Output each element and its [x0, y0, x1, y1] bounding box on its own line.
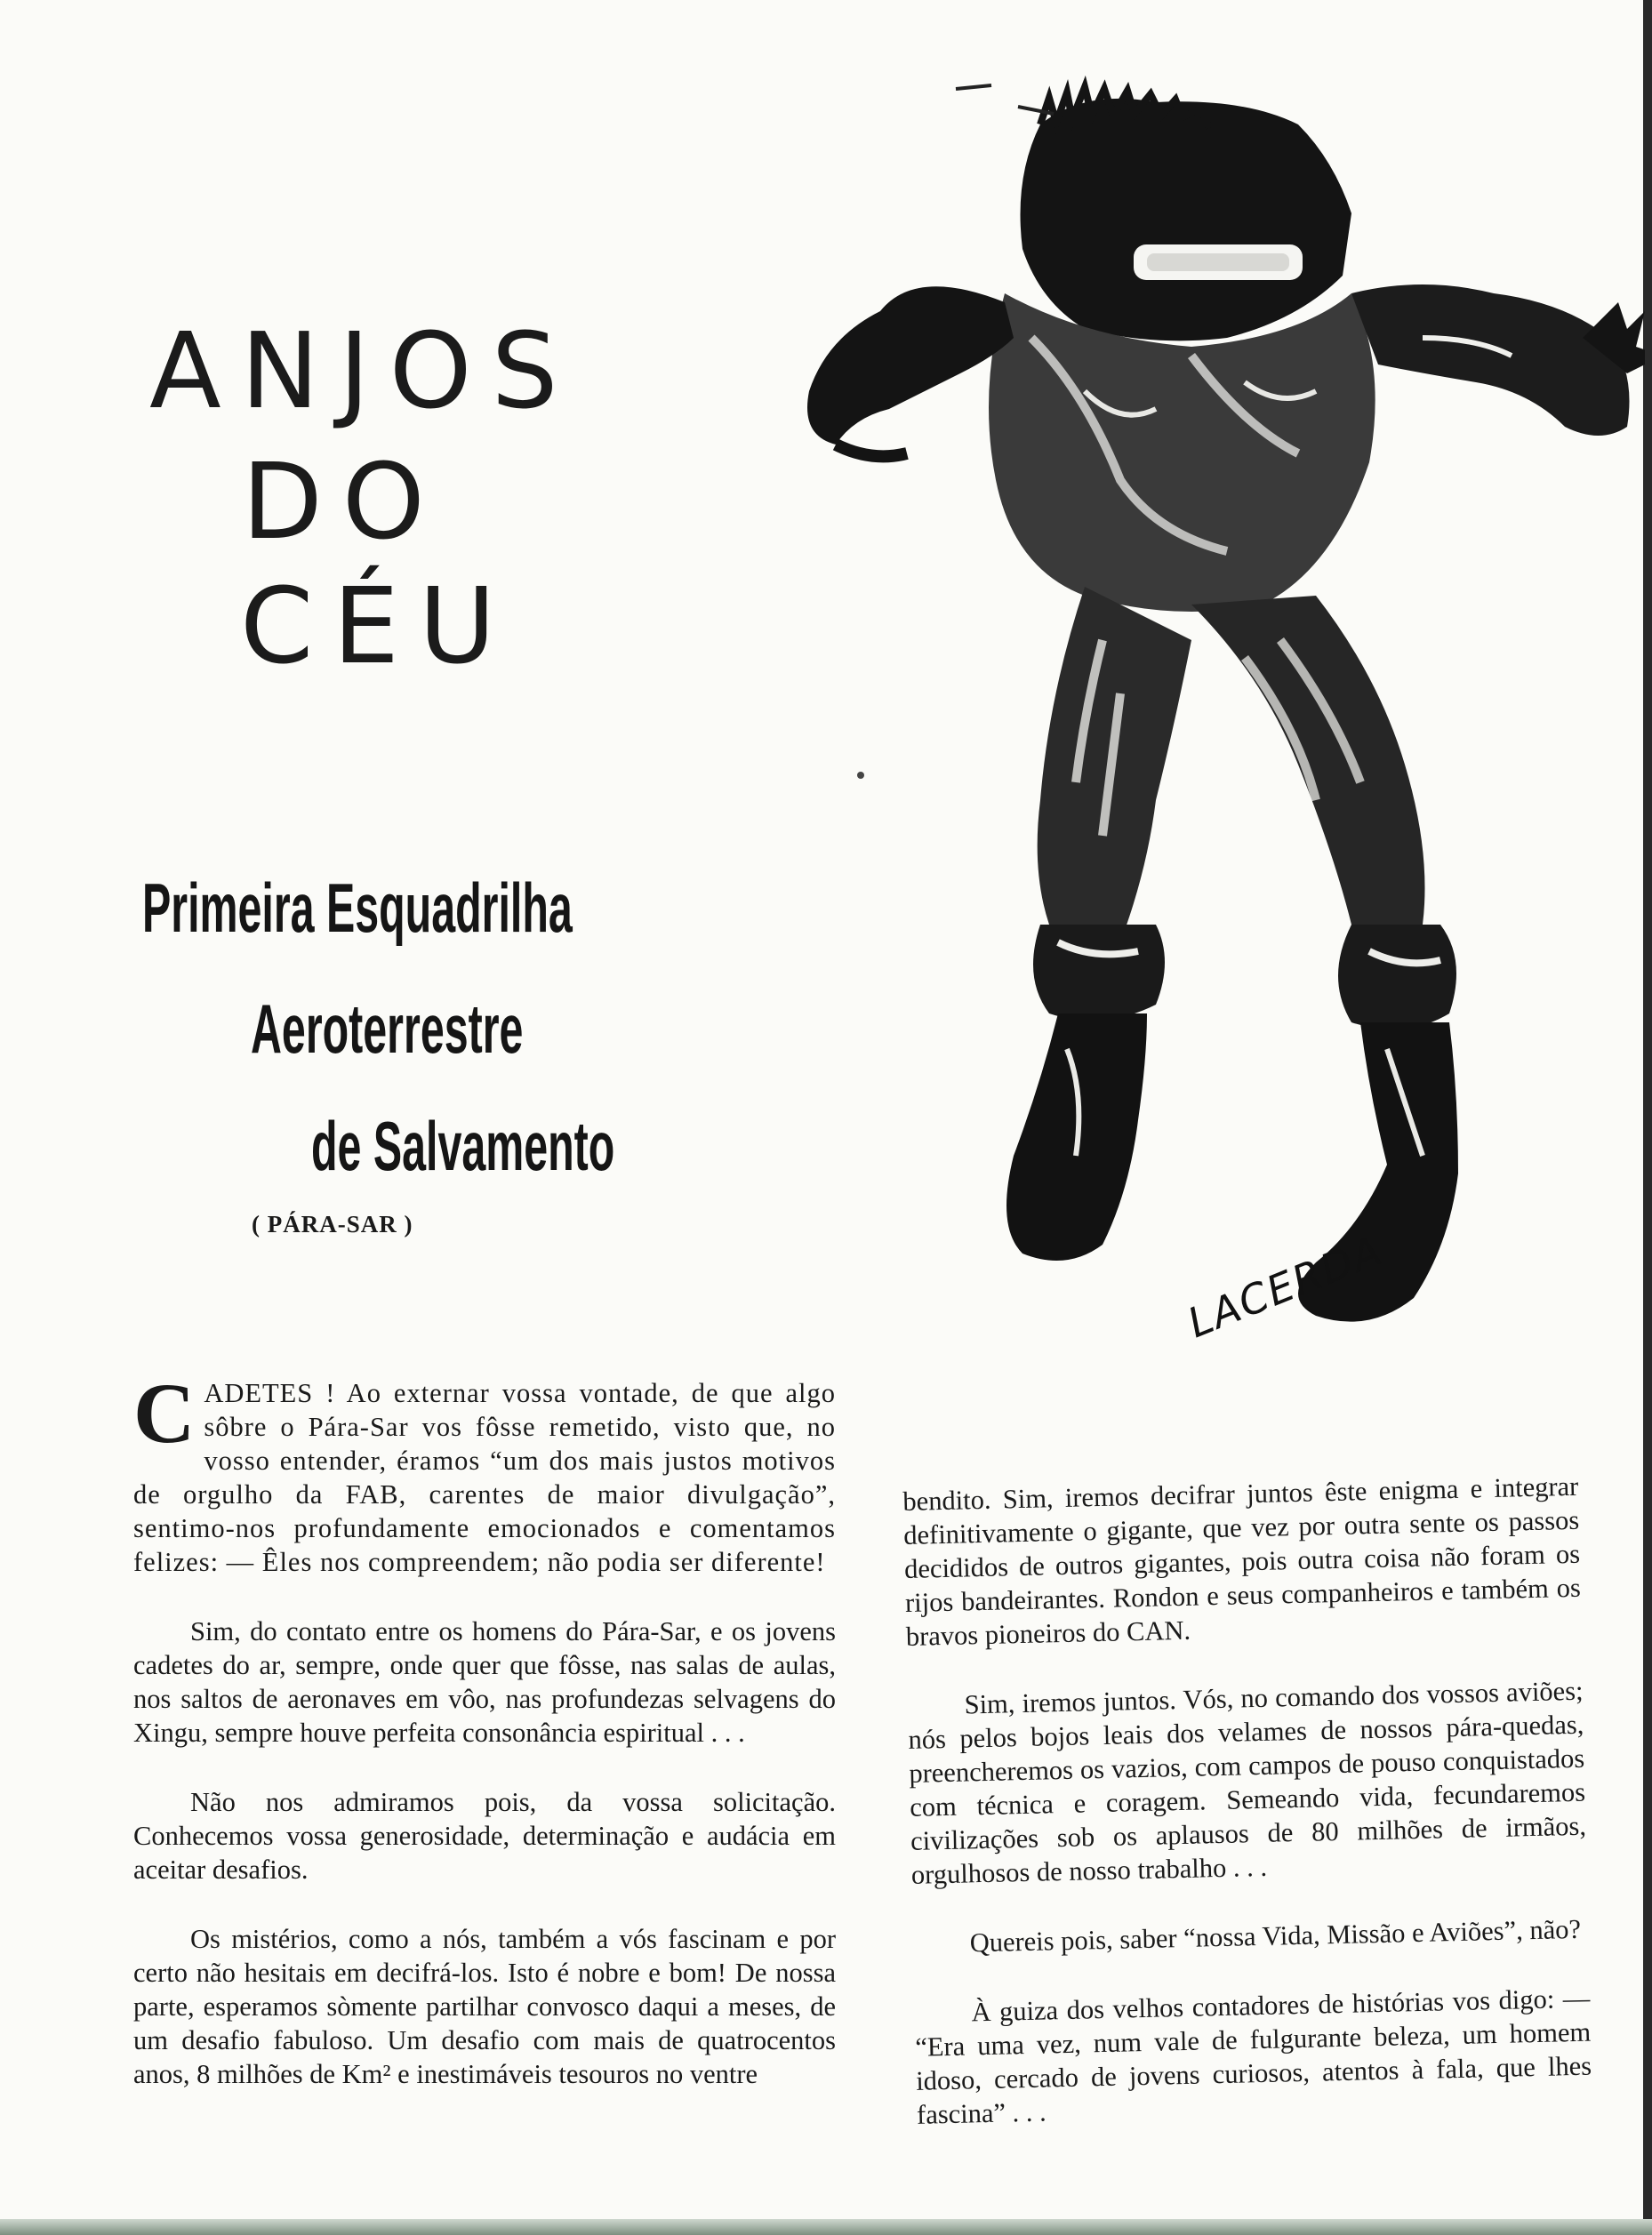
subtitle-line-2: Aeroterrestre — [251, 989, 524, 1068]
title-line-1: ANJOS — [149, 309, 578, 432]
page-bottom-edge — [0, 2219, 1652, 2235]
paratrooper-illustration — [622, 71, 1645, 1387]
article-paragraph: À guiza dos velhos contadores de histórias vos digo: — “Era uma vez, num vale de fulgurante beleza, um homem idoso, cercado de jovens curiosos, atentos à fala, que lhes fascina” . . . — [914, 1983, 1592, 2130]
subtitle-abbreviation: ( PÁRA-SAR ) — [252, 1211, 413, 1238]
title-line-3: CÉU — [240, 565, 516, 687]
illustrator-signature: LACERDA — [1181, 1225, 1390, 1348]
article-column-left — [133, 1366, 836, 2127]
article-paragraph: Sim, iremos juntos. Vós, no comando dos vossos aviões; nós pelos bojos leais dos velames de nossos pára-quedas, preencheremos os vazios, com campos de pouso conquistados com técnica e coragem. Semeando vida, fecundaremos civilizações sob os aplausos de 80 milhões de irmãos, orgulhosos de nosso trabalho . . . — [908, 1675, 1587, 1890]
article-paragraph: Os mistérios, como a nós, também a vós fascinam e por certo não hesitais em decifrá-los. Isto é nobre e bom! De nossa parte, esperamos sòmente partilhar convosco daqui a meses, de um desafio fabuloso. Um desafio com mais de quatrocentos anos, 8 milhões de Km² e inestimáveis tesouros no ventre — [133, 1924, 836, 2089]
article-column-right — [902, 1470, 1593, 2167]
article-paragraph: bendito. Sim, iremos decifrar juntos êste enigma e integrar definitivamente o gigante, que vez por outra sente os passos decididos de outros gigantes, pois outra coisa não foram os rijos bandeirantes. Rondon e seus companheiros e também os bravos pioneiros do CAN. — [902, 1470, 1582, 1652]
title-line-2: DO — [242, 440, 445, 563]
article-paragraph: CADETES ! Ao externar vossa vontade, de que algo sôbre o Pára-Sar vos fôsse remetido, visto que, no vosso entender, éramos “um dos mais justos motivos de orgulho da FAB, carentes de maior divulgação”, sentimo-nos profundamente emocionados e comentamos felizes: — Êles nos compreendem; não podia ser diferente! — [133, 1366, 836, 1577]
article-paragraph: Quereis pois, saber “nossa Vida, Missão e Aviões”, não? — [969, 1913, 1582, 1959]
article-paragraph: Sim, do contato entre os homens do Pára-Sar, e os jovens cadetes do ar, sempre, onde quer que fôsse, nas salas de aulas, nos saltos de aeronaves em vôo, nas profundezas selvagens do Xingu, sempre houve perfeita consonância espiritual . . . — [133, 1616, 836, 1748]
subtitle-line-3: de Salvamento — [311, 1107, 615, 1185]
subtitle-line-1: Primeira Esquadrilha — [142, 869, 573, 947]
drop-cap: C — [133, 1366, 196, 1461]
article-paragraph: Não nos admiramos pois, da vossa solicitação. Conhecemos vossa generosidade, determinação e audácia em aceitar desafios. — [133, 1787, 836, 1885]
